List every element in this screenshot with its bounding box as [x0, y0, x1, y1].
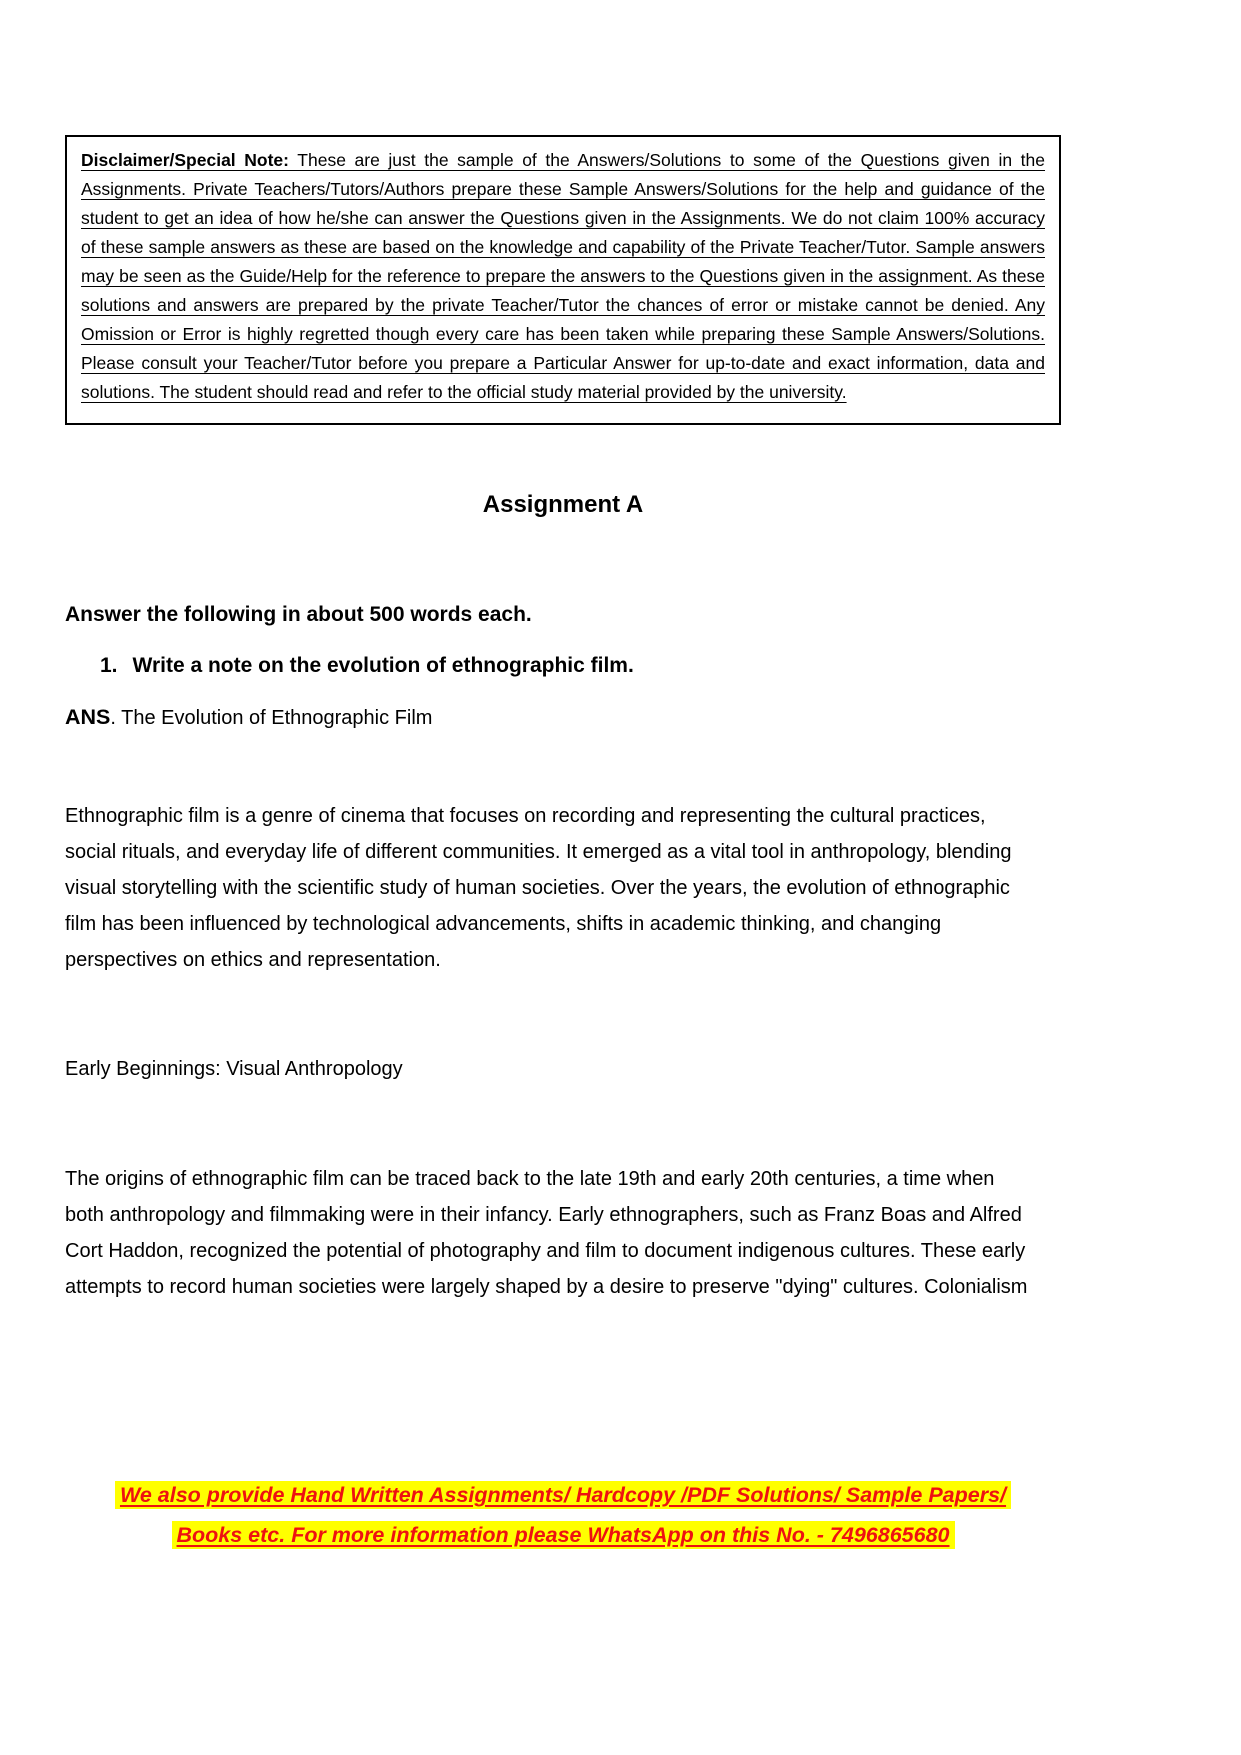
answer-paragraph-2: The origins of ethnographic film can be traced back to the late 19th and early 20th centuries, a time when both anthropology and filmmaking were in their infancy. Early ethnographers, such as Franz Boas and Alfred Cort Haddon, recognized the potential of photography and film to document indigenous cultures. These early attempts to record human societies were largely shaped by a desire to preserve "dying" cultures. Colonialism	[65, 1168, 1028, 1298]
assignment-heading: Assignment A	[482, 491, 644, 518]
answer-paragraph-1: Ethnographic film is a genre of cinema that focuses on recording and representing the cultural practices, social rituals, and everyday life of different communities. It emerged as a vital tool in anthropology, blending visual storytelling with the scientific study of human societies. Over the years, the evolution of ethnographic film has been influenced by technological advancements, shifts in academic thinking, and changing perspectives on ethics and representation.	[65, 805, 1012, 971]
disclaimer-label: Disclaimer/Special Note:	[81, 150, 289, 170]
answer-title: . The Evolution of Ethnographic Film	[110, 707, 433, 729]
question-number: 1.	[100, 654, 118, 677]
disclaimer-text	[81, 146, 1045, 407]
answer-subheading: Early Beginnings: Visual Anthropology	[65, 1058, 403, 1080]
question-line	[65, 654, 1061, 678]
question-text: Write a note on the evolution of ethnographic film.	[132, 654, 634, 677]
promo-footer-line-1	[65, 1478, 1061, 1512]
answer-label: ANS	[65, 705, 111, 729]
promo-footer	[65, 1478, 1061, 1558]
promo-footer-text-2: Books etc. For more information please WhatsApp on this No. - 7496865680	[172, 1521, 955, 1549]
disclaimer-body: These are just the sample of the Answers/Solutions to some of the Questions given in the Assignments. Private Teachers/Tutors/Authors prepare these Sample Answers/Solutions for the help and guidance of the student to get an idea of how he/she can answer the Questions given in the Assignments. We do not claim 100% accuracy of these sample answers as these are based on the knowledge and capability of the Private Teacher/Tutor. Sample answers may be seen as the Guide/Help for the reference to prepare the answers to the Questions given in the assignment. As these solutions and answers are prepared by the private Teacher/Tutor the chances of error or mistake cannot be denied. Any Omission or Error is highly regretted though every care has been taken while preparing these Sample Answers/Solutions. Please consult your Teacher/Tutor before you prepare a Particular Answer for up-to-date and exact information, data and solutions. The student should read and refer to the official study material provided by the university.	[81, 150, 1046, 402]
answer-line	[65, 705, 1061, 730]
document-content	[65, 135, 1061, 1305]
disclaimer-box	[65, 135, 1061, 425]
instruction-text: Answer the following in about 500 words each.	[65, 603, 532, 626]
promo-footer-line-2	[65, 1518, 1061, 1552]
promo-footer-text-1: We also provide Hand Written Assignments/ Hardcopy /PDF Solutions/ Sample Papers/	[115, 1481, 1011, 1509]
